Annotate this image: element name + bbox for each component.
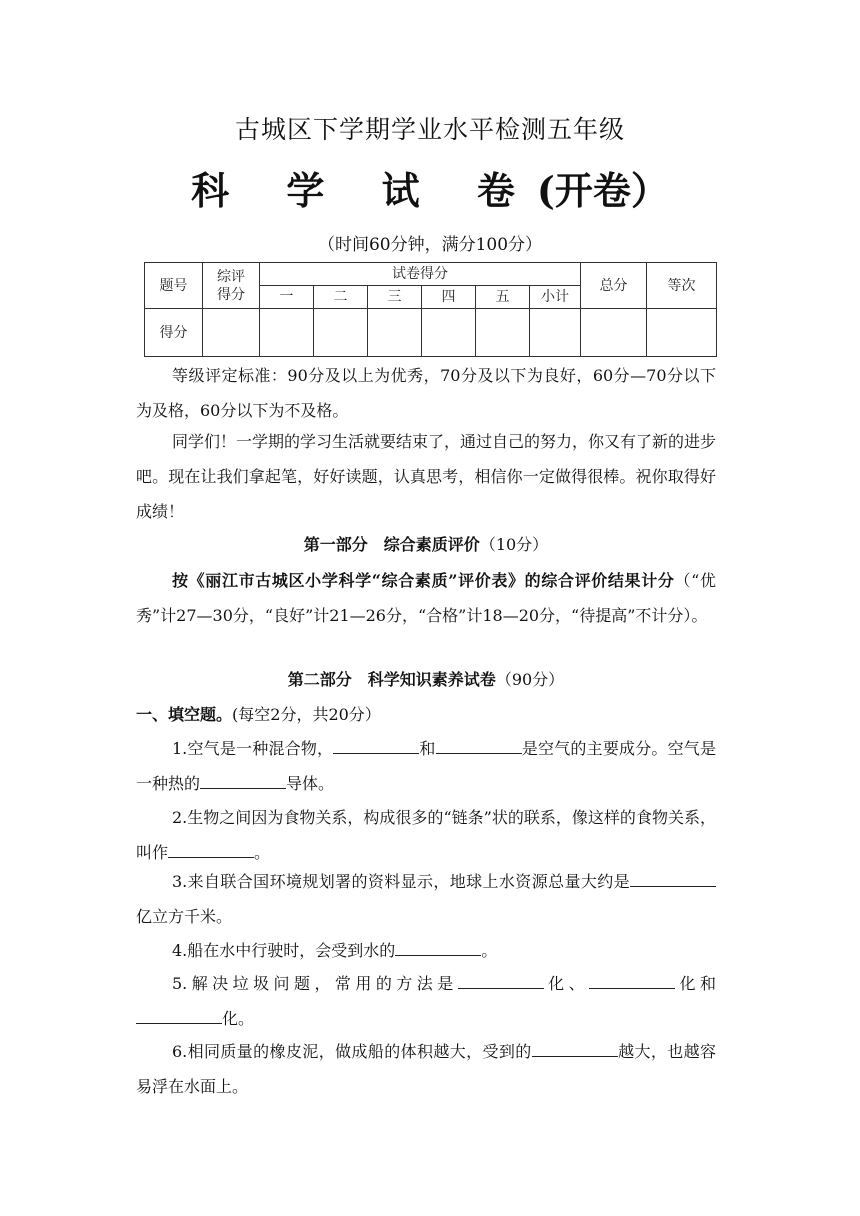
header-comprehensive-line1: 综评 (217, 268, 245, 285)
score-cell-total[interactable] (581, 309, 647, 357)
score-cell-section-2[interactable] (314, 309, 368, 357)
header-comprehensive-line2: 得分 (217, 286, 245, 303)
q5-text-c: 化和 (675, 974, 716, 993)
section1-title-text: 一、填空题。 (136, 705, 233, 724)
section1-title (136, 697, 716, 732)
q5-text-a: 5.解决垃圾问题，常用的方法是 (172, 974, 458, 993)
header-grade: 等次 (647, 263, 717, 309)
question-2 (136, 800, 716, 870)
exam-title-main: 科 学 试 卷 (191, 168, 537, 213)
q2-blank-1[interactable] (168, 839, 254, 858)
score-cell-grade[interactable] (647, 309, 717, 357)
question-5 (136, 966, 716, 1036)
score-cell-section-1[interactable] (260, 309, 314, 357)
score-cell-section-4[interactable] (422, 309, 476, 357)
header-section-5: 五 (476, 286, 530, 309)
question-6 (136, 1034, 716, 1104)
part1-heading (136, 527, 716, 562)
header-section-3: 三 (368, 286, 422, 309)
q4-text-b: 。 (481, 941, 498, 960)
q5-text-d: 化。 (222, 1009, 255, 1028)
q4-text-a: 4.船在水中行驶时，会受到水的 (172, 941, 396, 960)
part2-points: （90分） (495, 670, 565, 689)
q1-text-a: 1.空气是一种混合物， (172, 739, 334, 758)
part1-points: （10分） (479, 535, 549, 554)
score-cell-subtotal[interactable] (530, 309, 581, 357)
part1-desc-normal: （“优秀”计27—30分，“良好”计21—26分，“合格”计18—20分，“待提高”不计分）。 (136, 571, 716, 625)
q1-text-c: 是空气的主要成分。空气是一种热的 (136, 739, 716, 793)
q1-blank-2[interactable] (436, 735, 522, 754)
q6-blank-1[interactable] (532, 1038, 618, 1057)
question-1 (136, 731, 716, 801)
header-question-number: 题号 (145, 263, 203, 309)
exam-time-info: （时间60分钟，满分100分） (317, 235, 543, 255)
q3-blank-1[interactable] (630, 868, 716, 887)
q5-blank-1[interactable] (458, 970, 544, 989)
header-section-2: 二 (314, 286, 368, 309)
q6-text-a: 6.相同质量的橡皮泥，做成船的体积越大，受到的 (172, 1042, 532, 1061)
q2-text-a: 2.生物之间因为食物关系，构成很多的“链条”状的联系，像这样的食物关系，叫作 (136, 808, 716, 862)
score-cell-comprehensive[interactable] (203, 309, 260, 357)
score-cell-section-3[interactable] (368, 309, 422, 357)
header-comprehensive-score (203, 263, 260, 309)
intro-paragraph: 同学们！一学期的学习生活就要结束了，通过自己的努力，你又有了新的进步吧。现在让我们拿起笔，好好读题，认真思考，相信你一定做得很棒。祝你取得好成绩！ (136, 432, 717, 521)
header-section-1: 一 (260, 286, 314, 309)
part1-heading-text: 第一部分 综合素质评价 (303, 535, 480, 554)
q6-text-b: 越大，也越容易浮在水面上。 (136, 1042, 716, 1096)
part2-heading-text: 第二部分 科学知识素养试卷 (287, 670, 496, 689)
part1-description (136, 563, 716, 633)
header-section-4: 四 (422, 286, 476, 309)
part1-desc-bold: 按《丽江市古城区小学科学“综合素质”评价表》的综合评价结果计分 (172, 571, 675, 590)
exam-title-suffix: (开卷） (536, 168, 669, 213)
row-score-label: 得分 (145, 309, 203, 357)
q5-blank-2[interactable] (589, 970, 675, 989)
section1-note: (每空2分，共20分） (232, 705, 381, 724)
q1-text-d: 导体。 (286, 774, 335, 793)
grading-standard: 等级评定标准：90分及以上为优秀，70分及以下为良好，60分—70分以下为及格，60分以下为不及格。 (136, 366, 716, 420)
exam-title (0, 160, 860, 215)
q5-blank-3[interactable] (136, 1005, 222, 1024)
q4-blank-1[interactable] (395, 937, 481, 956)
q5-text-b: 化、 (543, 974, 590, 993)
score-cell-section-5[interactable] (476, 309, 530, 357)
q3-text-a: 3.来自联合国环境规划署的资料显示，地球上水资源总量大约是 (172, 872, 630, 891)
q1-blank-1[interactable] (333, 735, 419, 754)
score-table (144, 262, 717, 357)
q2-text-b: 。 (254, 843, 271, 862)
part2-heading (136, 662, 716, 697)
exam-header-line: 古城区下学期学业水平检测五年级 (234, 115, 625, 144)
question-4 (136, 933, 716, 968)
header-subtotal: 小计 (530, 286, 581, 309)
header-total: 总分 (581, 263, 647, 309)
header-paper-score: 试卷得分 (260, 263, 581, 286)
q3-text-b: 亿立方千米。 (136, 907, 233, 926)
q1-text-b: 和 (419, 739, 436, 758)
q1-blank-3[interactable] (200, 770, 286, 789)
question-3 (136, 864, 716, 934)
